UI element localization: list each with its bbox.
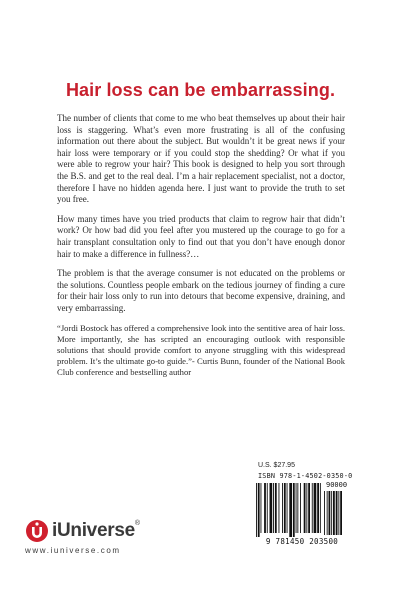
barcode-bar [287, 483, 288, 533]
barcode-bar [270, 483, 273, 533]
blurb-paragraph: The number of clients that come to me who beat themselves up about their hair loss is staggering. What’s even more frustrating is all of the confusing information out there about the subject. But wouldn’t it be great news if your hair loss were temporary or if you could stop the shedding? Or what if you were able to regrow your hair? This book is designed to help you sort through the B.S. and get to the real deal. I’m a hair replacement specialist, not a doctor, therefore I have no hidden agenda here. I just want to provide the truth to set you free. [57, 113, 345, 205]
barcode-bar [317, 483, 319, 533]
barcode-number: 9 781450 203500 [265, 537, 339, 546]
barcode-addon-bar [338, 491, 339, 535]
barcode-addon-bar [329, 491, 331, 535]
barcode-addon-bar [327, 491, 328, 535]
barcode-addon-bar [340, 491, 342, 535]
headline: Hair loss can be embarrassing. [65, 80, 336, 100]
barcode-bar [306, 483, 307, 533]
barcode-bar [293, 483, 295, 537]
barcode-addon-bar [336, 491, 338, 535]
barcode-bar [282, 483, 283, 533]
barcode-bar [312, 483, 313, 533]
barcode-bar [297, 483, 298, 533]
barcode-bar [267, 483, 268, 533]
barcode-bar [308, 483, 310, 533]
blurb-paragraph: How many times have you tried products that claim to regrow hair that didn’t work? Or how bad did you feel after you mustered up the courage to go for a hair transplant consultation only to find out that you don’t have enough donor hair to make a difference in fullness?… [57, 213, 345, 259]
endorsement-quote: “Jordi Bostock has offered a comprehensive look into the sentitive area of hair loss. More importantly, she has scripted an encouraging outlook with responsible solutions that should provide comfort to anyone struggling with this widespread problem. It’s the ultimate go-to guide.”- Curtis Bunn, founder of the National Book Club conference and bestselling author [57, 322, 345, 378]
barcode-bar [279, 483, 280, 533]
barcode [254, 481, 350, 552]
blurb [57, 113, 345, 387]
barcode-bar [258, 483, 260, 537]
barcode-addon-bar [331, 491, 332, 535]
publisher-logo [25, 519, 175, 543]
barcode-bar [261, 483, 262, 533]
publisher-name: iUniverse® [52, 520, 140, 541]
barcode-addon-bar [324, 491, 325, 535]
barcode-bar [264, 483, 266, 533]
isbn: ISBN 978-1-4502-0350-0 [258, 472, 353, 480]
barcode-bars [254, 481, 350, 537]
barcode-bar [256, 483, 257, 537]
barcode-bar [296, 483, 297, 533]
iuniverse-logo-icon [25, 519, 49, 543]
publisher-website: www.iuniverse.com [25, 546, 121, 555]
barcode-bar [304, 483, 306, 533]
barcode-bar [273, 483, 274, 533]
barcode-bar [320, 483, 321, 533]
blurb-paragraph: The problem is that the average consumer is not educated on the problems or the solutions. Countless people embark on the tedious journey of finding a cure for their hair loss only to run into detours that become expensive, draining, and very embarrassing. [57, 268, 345, 313]
barcode-addon-bar [333, 491, 335, 535]
price: U.S. $27.95 [258, 462, 295, 469]
barcode-bar [289, 483, 292, 537]
barcode-bar [275, 483, 277, 533]
barcode-bar [300, 483, 301, 533]
barcode-addon-code: 90000 [326, 481, 348, 489]
barcode-bar [314, 483, 317, 533]
barcode-bar [284, 483, 286, 533]
